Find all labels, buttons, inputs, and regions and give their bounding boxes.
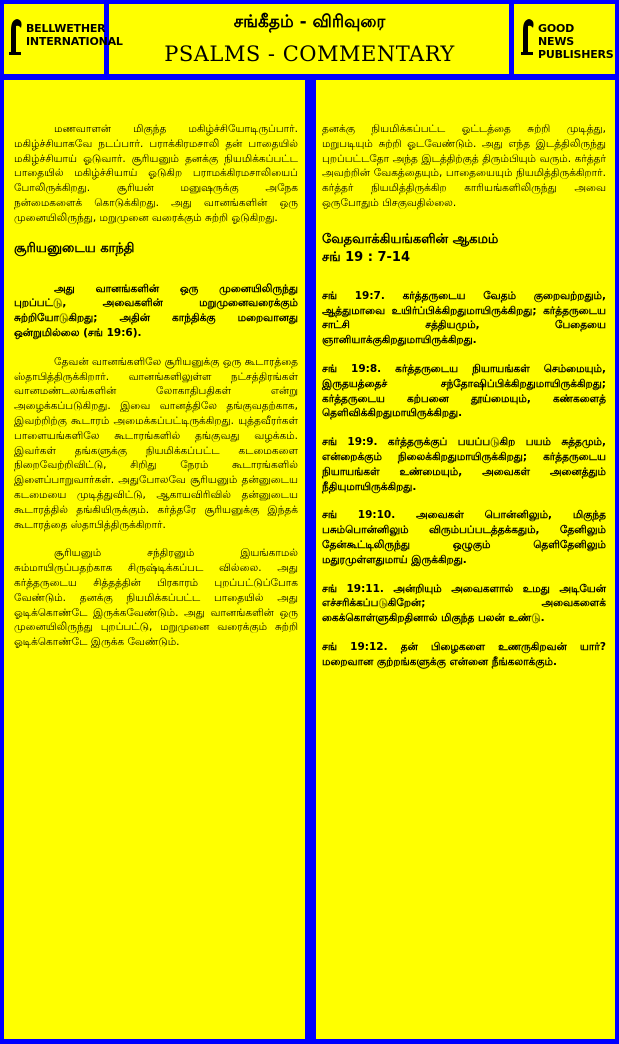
left-paragraph-2: தேவன் வானங்களிலே சூரியனுக்கு ஒரு கூடாரத்தை ஸ்தாபித்திருக்கிறார். வானங்களிலுள்ள நட்சத்திரங்கள் வானமண்டலங்களின் லோகாதிபதிகள் என்று அழைக்கப்படுகிறது. இவை வானத்திலே தங்குவதற்காக, இவற்றிற்கு கூடாரம் அமைக்கப்பட்டிருக்கிறது. யுத்தவீரர்கள் பாளையங்களிலே கூடாரங்களில் தங்குவது வழக்கம். இவர்கள் தங்களுக்கு நியமிக்கப்பட்ட கடமைகளை நிறைவேற்றிவிட்டு, சிறிது நேரம் கூடாரங்களில் இளைப்பாறுவார்கள். அதுபோலவே சூரியனும் தன்னுடைய கடமையை முடித்துவிட்டு, ஆகாயவிரிவில் தன்னுடைய கூடாரத்தில் தங்கியிருக்கும். கர்த்தரே சூரியனுக்கு இந்தக் கூடாரத்தை ஸ்தாபித்திருக்கிறார். — [14, 355, 299, 531]
frame-header-div-right — [509, 0, 514, 78]
frame-column-divider — [305, 78, 316, 1042]
frame-left — [0, 0, 4, 1044]
verse-19-9: சங் 19:9. கர்த்தருக்குப் பயப்படுகிற பயம் சுத்தமும், என்றைக்கும் நிலைக்கிறதுமாயிருக்கிறது; கர்த்தருடைய நியாயங்கள் உண்மையும், அவைகள் அனைத்தும் நீதியுமாயிருக்கிறது. — [322, 436, 606, 493]
right-logo-line2: PUBLISHERS — [538, 48, 614, 61]
ram-logo-icon — [8, 16, 24, 56]
verse-19-8: சங் 19:8. கர்த்தருடைய நியாயங்கள் செம்மையும், இருதயத்தைச் சந்தோஷிப்பிக்கிறதுமாயிருக்கிறது; கர்த்தருடைய கற்பனை தூய்மையும், கண்களைத் தெளிவிக்கிறதுமாயிருக்கிறது. — [322, 362, 606, 420]
left-logo — [8, 14, 123, 60]
right-paragraph-1: தனக்கு நியமிக்கப்பட்ட ஓட்டத்தை சுற்றி முடித்து, மறுபடியும் சுற்றி ஓடவேண்டும். அது எந்த இடத்திலிருந்து புறப்பட்டதோ அந்த இடத்திற்குத் திரும்பியும் வரும். கர்த்தர் அவற்றின் வேகத்தையும், பாதையையும் நியமித்திருக்கிறார். கர்த்தர் நியமித்திருக்கிற காரியங்களிலிருந்து அவை ஒருபோதும் பிசகுவதில்லை. — [322, 123, 606, 209]
verse-19-10: சங் 19:10. அவைகள் பொன்னிலும், மிகுந்த பசும்பொன்னிலும் விரும்பப்படத்தக்கதும், தேனிலும் தேன்கூட்டிலிருந்து ஒழுகும் தெளிதேனிலும் மதுரமுள்ளதுமாய் இருக்கிறது. — [322, 509, 606, 566]
verse-19-7: சங் 19:7. கர்த்தருடைய வேதம் குறைவற்றதும், ஆத்துமாவை உயிர்ப்பிக்கிறதுமாயிருக்கிறது; கர்த்தருடைய சாட்சி சத்தியமும், பேதையை ஞானியாக்குகிறதுமாயிருக்கிறது. — [322, 289, 606, 347]
left-logo-line1: BELLWETHER — [26, 22, 106, 35]
frame-right — [615, 0, 619, 1044]
ram-logo-icon — [520, 16, 536, 56]
section-heading-scripture: வேதவாக்கியங்களின் ஆகமம் — [322, 231, 499, 247]
right-logo-line1: GOOD NEWS — [538, 22, 575, 48]
title-english: PSALMS - COMMENTARY — [164, 42, 455, 66]
left-paragraph-3: சூரியனும் சந்திரனும் இயங்காமல் சும்மாயிருப்பதற்காக சிருஷ்டிக்கப்பட வில்லை. அது கர்த்தருடைய சித்தத்தின் பிரகாரம் புறப்பட்டுப்போக வேண்டும். தனக்கு நியமிக்கப்பட்ட பாதையில் அது ஓடிக்கொண்டே இருக்கவேண்டும். அது வானங்களின் ஒரு முனையிலிருந்து புறப்பட்டு, மறுமுனை வரைக்கும் சுற்றி ஓடிக்கொண்டே இருக்க வேண்டும். — [14, 547, 298, 649]
left-column — [14, 122, 298, 650]
left-logo-line2: INTERNATIONAL — [26, 35, 123, 48]
right-logo — [520, 14, 612, 60]
verse-19-12: சங் 19:12. தன் பிழைகளை உணருகிறவன் யார்? மறைவான குற்றங்களுக்கு என்னை நீங்கலாக்கும். — [322, 640, 606, 668]
frame-top — [0, 0, 619, 4]
verse-19-11: சங் 19:11. அன்றியும் அவைகளால் உமது அடியேன் எச்சரிக்கப்படுகிறேன்; அவைகளைக் கைக்கொள்ளுகிறதினால் மிகுந்த பலன் உண்டு. — [322, 582, 606, 625]
section-heading-reference: சங் 19 : 7-14 — [322, 249, 410, 265]
title-tamil: சங்கீதம் - விரிவுரை — [233, 12, 386, 32]
right-column — [322, 122, 606, 670]
verse-quote-19-6: அது வானங்களின் ஒரு முனையிலிருந்து புறப்பட்டு, அவைகளின் மறுமுனைவரைக்கும் சுற்றியோடுகிறது; அதின் காந்திக்கு மறைவானது ஒன்றுமில்லை (சங் 19:6). — [14, 282, 298, 339]
section-heading-suns-glory: சூரியனுடைய காந்தி — [14, 240, 135, 256]
left-paragraph-1: மணவாளன் மிகுந்த மகிழ்ச்சியோடிருப்பார். மகிழ்ச்சியாகவே நடப்பார். பராக்கிரமசாலி தன் பாதையில் மகிழ்ச்சியாய் ஓடுவார். சூரியனும் தனக்கு நியமிக்கப்பட்ட பாதையில் மகிழ்ச்சியாய் ஓடுகிற பராமக்கிரமசாலியைப் போலிருக்கிறது. சூரியன் மனுஷருக்கு அநேக நன்மைகளைக் கொடுக்கிறது. அது வானங்களின் ஒரு முனையிலிருந்து, மறுமுனை வரைக்கும் சுற்றி ஓடுகிறது. — [14, 123, 298, 224]
